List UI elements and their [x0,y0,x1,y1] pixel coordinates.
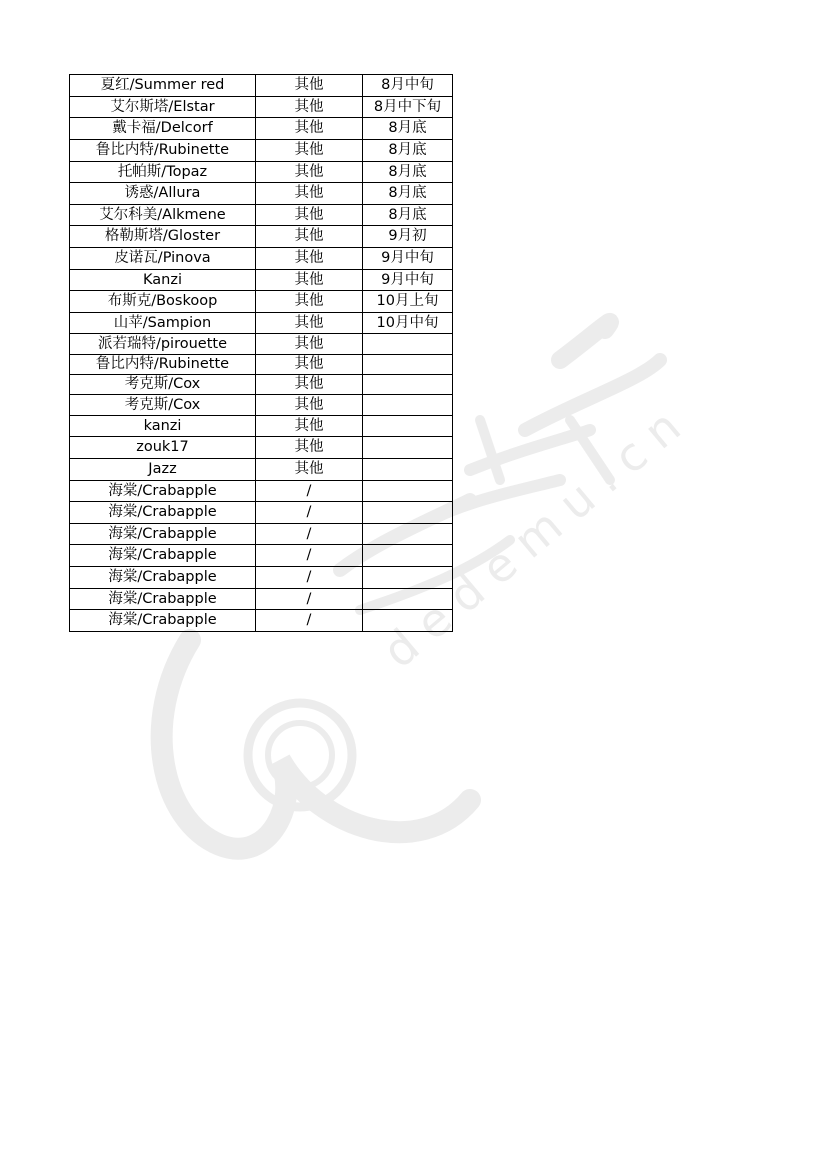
table-row [70,205,453,226]
variety-cell: 艾尔科美/Alkmene [70,205,256,226]
table-row [70,395,453,416]
table-row [70,270,453,291]
table-row [70,97,453,118]
category-cell: 其他 [256,291,363,313]
table-row [70,375,453,395]
table-row [70,334,453,355]
variety-cell: 皮诺瓦/Pinova [70,248,256,270]
variety-table [69,74,453,632]
table-row [70,226,453,248]
table-row [70,524,453,545]
table-row [70,140,453,162]
category-cell: 其他 [256,75,363,97]
variety-cell: 鲁比内特/Rubinette [70,140,256,162]
table-row [70,118,453,140]
ripening-time-cell [363,395,453,416]
ripening-time-cell [363,459,453,481]
table-row [70,545,453,567]
category-cell: / [256,502,363,524]
variety-cell: 海棠/Crabapple [70,524,256,545]
variety-cell: kanzi [70,416,256,437]
ripening-time-cell: 8月底 [363,118,453,140]
table-row [70,162,453,183]
ripening-time-cell [363,416,453,437]
category-cell: 其他 [256,375,363,395]
ripening-time-cell [363,334,453,355]
ripening-time-cell: 10月中旬 [363,313,453,334]
category-cell: 其他 [256,97,363,118]
ripening-time-cell [363,437,453,459]
table-row [70,459,453,481]
variety-cell: 考克斯/Cox [70,395,256,416]
ripening-time-cell: 8月底 [363,162,453,183]
ripening-time-cell: 9月中旬 [363,270,453,291]
variety-cell: 夏红/Summer red [70,75,256,97]
variety-cell: 海棠/Crabapple [70,589,256,610]
category-cell: 其他 [256,395,363,416]
category-cell: 其他 [256,118,363,140]
table-row [70,481,453,502]
watermark-swoosh [162,640,470,849]
variety-cell: 海棠/Crabapple [70,610,256,632]
table-body [70,75,453,632]
category-cell: / [256,524,363,545]
ripening-time-cell: 8月底 [363,205,453,226]
category-cell: 其他 [256,226,363,248]
table-row [70,610,453,632]
category-cell: / [256,567,363,589]
category-cell: 其他 [256,355,363,375]
watermark-domain-text: dedemu.cn [372,390,702,679]
variety-cell: Jazz [70,459,256,481]
table-row [70,502,453,524]
ripening-time-cell [363,481,453,502]
category-cell: 其他 [256,313,363,334]
table-row [70,355,453,375]
ripening-time-cell: 10月上旬 [363,291,453,313]
variety-cell: Kanzi [70,270,256,291]
category-cell: 其他 [256,140,363,162]
ripening-time-cell: 9月初 [363,226,453,248]
ripening-time-cell [363,589,453,610]
table-row [70,183,453,205]
table-row [70,313,453,334]
variety-cell: 海棠/Crabapple [70,567,256,589]
category-cell: / [256,610,363,632]
category-cell: / [256,481,363,502]
category-cell: 其他 [256,416,363,437]
variety-cell: 托帕斯/Topaz [70,162,256,183]
table-row [70,416,453,437]
ripening-time-cell [363,610,453,632]
watermark-circle [248,703,352,807]
category-cell: 其他 [256,437,363,459]
variety-cell: 艾尔斯塔/Elstar [70,97,256,118]
variety-cell: 布斯克/Boskoop [70,291,256,313]
ripening-time-cell [363,502,453,524]
ripening-time-cell: 8月中下旬 [363,97,453,118]
variety-cell: 海棠/Crabapple [70,481,256,502]
table-row [70,291,453,313]
ripening-time-cell [363,567,453,589]
ripening-time-cell: 8月底 [363,183,453,205]
variety-cell: 派若瑞特/pirouette [70,334,256,355]
variety-cell: 海棠/Crabapple [70,502,256,524]
table-row [70,75,453,97]
ripening-time-cell [363,524,453,545]
variety-cell: 诱惑/Allura [70,183,256,205]
category-cell: / [256,589,363,610]
ripening-time-cell [363,375,453,395]
variety-cell: 戴卡福/Delcorf [70,118,256,140]
category-cell: 其他 [256,183,363,205]
variety-cell: 山苹/Sampion [70,313,256,334]
variety-cell: 鲁比内特/Rubinette [70,355,256,375]
category-cell: 其他 [256,459,363,481]
category-cell: 其他 [256,205,363,226]
table-row [70,248,453,270]
ripening-time-cell: 9月中旬 [363,248,453,270]
category-cell: 其他 [256,248,363,270]
ripening-time-cell: 8月底 [363,140,453,162]
ripening-time-cell [363,545,453,567]
ripening-time-cell: 8月中旬 [363,75,453,97]
variety-cell: 格勒斯塔/Gloster [70,226,256,248]
table-row [70,567,453,589]
variety-cell: zouk17 [70,437,256,459]
category-cell: 其他 [256,334,363,355]
variety-cell: 海棠/Crabapple [70,545,256,567]
table-row [70,437,453,459]
category-cell: 其他 [256,162,363,183]
ripening-time-cell [363,355,453,375]
category-cell: / [256,545,363,567]
category-cell: 其他 [256,270,363,291]
variety-cell: 考克斯/Cox [70,375,256,395]
table-row [70,589,453,610]
